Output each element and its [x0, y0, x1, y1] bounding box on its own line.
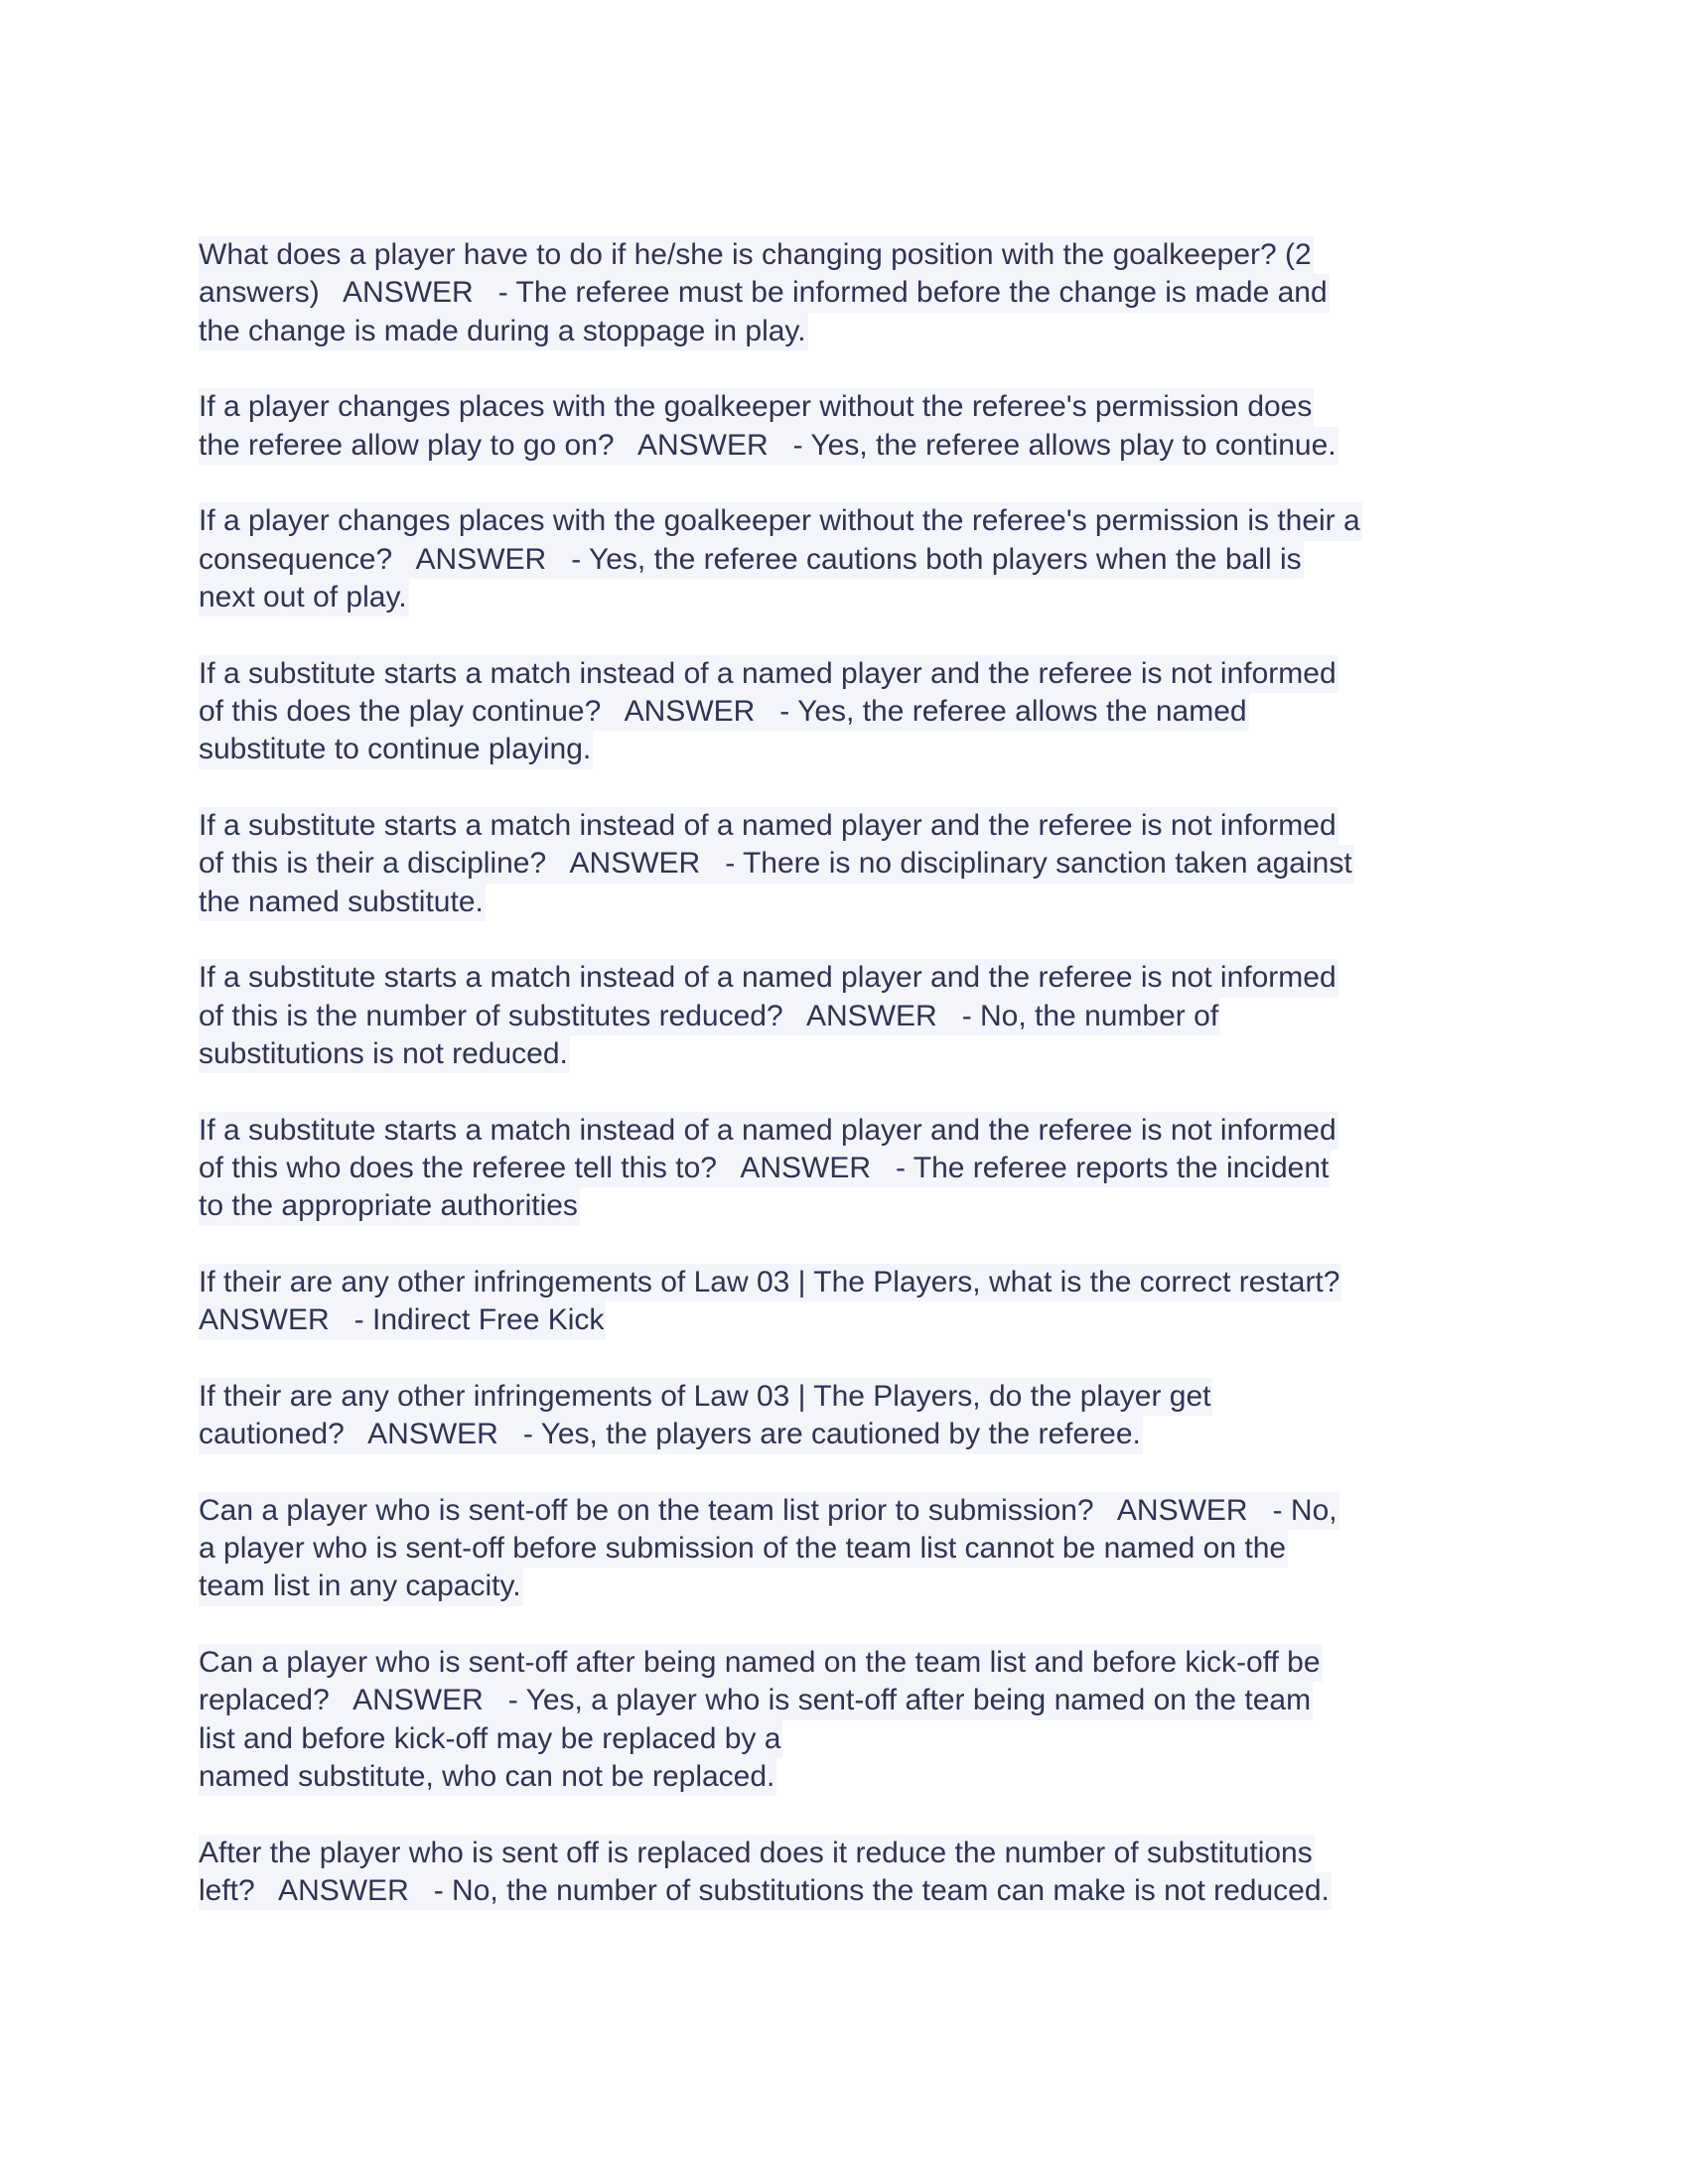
text-line: If a player changes places with the goalkeeper without the referee's permission does	[199, 388, 1314, 426]
qa-item	[199, 655, 1509, 769]
text-line: cautioned? ANSWER - Yes, the players are cautioned by the referee.	[199, 1416, 1143, 1453]
text-line: of this is their a discipline? ANSWER - There is no disciplinary sanction taken against	[199, 845, 1354, 883]
text-line: of this who does the referee tell this to? ANSWER - The referee reports the incident	[199, 1150, 1331, 1187]
text-line: substitute to continue playing.	[199, 731, 593, 768]
text-line: replaced? ANSWER - Yes, a player who is sent-off after being named on the team	[199, 1682, 1313, 1719]
text-line: Can a player who is sent-off after being named on the team list and before kick-off be	[199, 1644, 1323, 1682]
text-line: If their are any other infringements of Law 03 | The Players, do the player get	[199, 1378, 1212, 1416]
qa-item	[199, 1378, 1509, 1454]
text-line: If a substitute starts a match instead of a named player and the referee is not informed	[199, 1112, 1338, 1150]
text-line: After the player who is sent off is replaced does it reduce the number of substitutions	[199, 1835, 1315, 1872]
text-line: If their are any other infringements of Law 03 | The Players, what is the correct restart?	[199, 1264, 1341, 1301]
qa-item	[199, 388, 1509, 465]
qa-item	[199, 807, 1509, 921]
text-line: ANSWER - Indirect Free Kick	[199, 1301, 606, 1339]
text-line: of this does the play continue? ANSWER - Yes, the referee allows the named	[199, 693, 1249, 731]
document-page	[199, 236, 1509, 1949]
text-line: If a substitute starts a match instead of a named player and the referee is not informed	[199, 807, 1338, 845]
text-line: the change is made during a stoppage in play.	[199, 313, 808, 350]
qa-item	[199, 502, 1509, 616]
qa-item	[199, 1835, 1509, 1911]
qa-item	[199, 236, 1509, 350]
text-line: team list in any capacity.	[199, 1568, 523, 1605]
qa-item	[199, 959, 1509, 1073]
text-line: If a substitute starts a match instead of a named player and the referee is not informed	[199, 959, 1338, 997]
qa-item	[199, 1644, 1509, 1796]
text-line: the named substitute.	[199, 884, 486, 921]
text-line: What does a player have to do if he/she is changing position with the goalkeeper? (2	[199, 236, 1314, 274]
text-line: to the appropriate authorities	[199, 1187, 580, 1225]
text-line: If a player changes places with the goalkeeper without the referee's permission is their a	[199, 502, 1362, 540]
text-line: consequence? ANSWER - Yes, the referee cautions both players when the ball is	[199, 541, 1304, 579]
qa-item	[199, 1492, 1509, 1606]
text-line: of this is the number of substitutes reduced? ANSWER - No, the number of	[199, 998, 1220, 1035]
text-line: Can a player who is sent-off be on the team list prior to submission? ANSWER - No,	[199, 1492, 1339, 1530]
qa-item	[199, 1112, 1509, 1226]
text-line: named substitute, who can not be replaced.	[199, 1758, 776, 1796]
text-line: substitutions is not reduced.	[199, 1035, 570, 1073]
text-line: the referee allow play to go on? ANSWER - Yes, the referee allows play to continue.	[199, 427, 1338, 465]
text-line: list and before kick-off may be replaced by a	[199, 1720, 782, 1758]
text-line: If a substitute starts a match instead of a named player and the referee is not informed	[199, 655, 1338, 693]
text-line: left? ANSWER - No, the number of substitutions the team can make is not reduced.	[199, 1872, 1332, 1910]
text-line: next out of play.	[199, 579, 409, 616]
qa-item	[199, 1264, 1509, 1340]
text-line: answers) ANSWER - The referee must be informed before the change is made and	[199, 274, 1330, 312]
text-line: a player who is sent-off before submission of the team list cannot be named on the	[199, 1530, 1288, 1568]
